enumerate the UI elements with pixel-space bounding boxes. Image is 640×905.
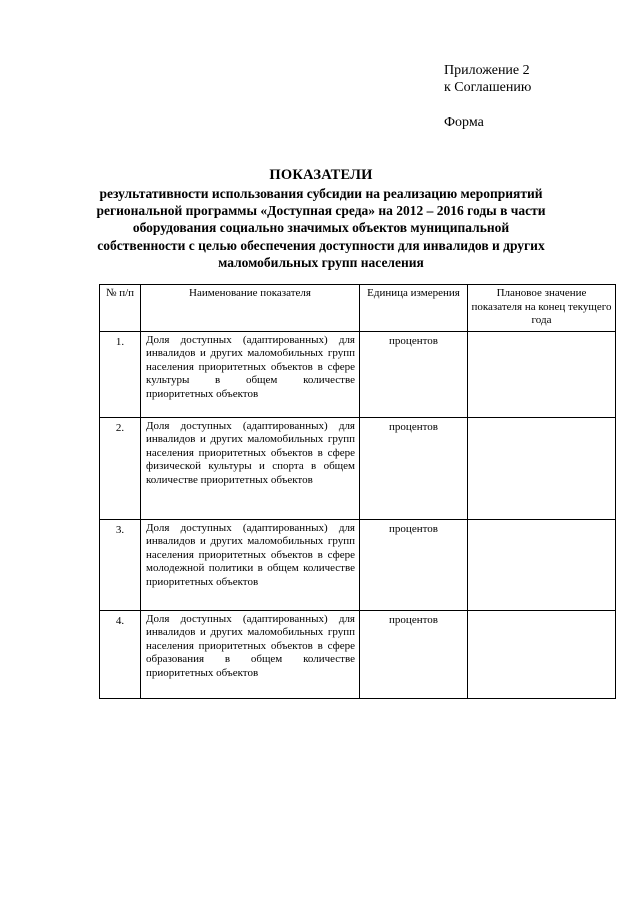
header-num: № п/п <box>100 285 141 332</box>
row-indicator-name: Доля доступных (адаптированных) для инвалидов и других маломобильных групп населения приоритетных объектов в сфере культуры в общем количестве приоритетных объектов <box>141 332 360 418</box>
row-indicator-name: Доля доступных (адаптированных) для инвалидов и других маломобильных групп населения приоритетных объектов в сфере образования в общем количестве приоритетных объектов <box>141 611 360 699</box>
row-unit: процентов <box>360 418 468 520</box>
row-plan-value <box>468 418 616 520</box>
row-indicator-name: Доля доступных (адаптированных) для инвалидов и других маломобильных групп населения приоритетных объектов в сфере физической культуры и спорта в общем количестве приоритетных объектов <box>141 418 360 520</box>
table-row <box>100 332 616 418</box>
annex-reference: к Соглашению <box>444 80 532 95</box>
document-subtitle: результативности использования субсидии на реализацию мероприятий региональной программы «Доступная среда» на 2012 – 2016 годы в части оборудования социально значимых объектов муниципальной собственности с целью обеспечения доступности для инвалидов и других маломобильных групп населения <box>96 186 546 270</box>
row-num: 4. <box>100 611 141 699</box>
row-indicator-name: Доля доступных (адаптированных) для инвалидов и других маломобильных групп населения приоритетных объектов в сфере молодежной политики в общем количестве приоритетных объектов <box>141 520 360 611</box>
table-row <box>100 418 616 520</box>
row-unit: процентов <box>360 520 468 611</box>
row-plan-value <box>468 332 616 418</box>
row-plan-value <box>468 520 616 611</box>
row-unit: процентов <box>360 611 468 699</box>
annex-block <box>444 62 531 96</box>
row-plan-value <box>468 611 616 699</box>
header-name: Наименование показателя <box>141 285 360 332</box>
indicators-table <box>99 284 616 699</box>
document-title: ПОКАЗАТЕЛИ <box>269 167 373 183</box>
row-num: 1. <box>100 332 141 418</box>
header-unit: Единица измерения <box>360 285 468 332</box>
row-num: 2. <box>100 418 141 520</box>
form-label: Форма <box>444 115 484 130</box>
annex-number: Приложение 2 <box>444 63 530 78</box>
header-plan: Плановое значение показателя на конец текущего года <box>468 285 616 332</box>
row-unit: процентов <box>360 332 468 418</box>
table-header-row <box>100 285 616 332</box>
table-row <box>100 520 616 611</box>
row-num: 3. <box>100 520 141 611</box>
table-row <box>100 611 616 699</box>
